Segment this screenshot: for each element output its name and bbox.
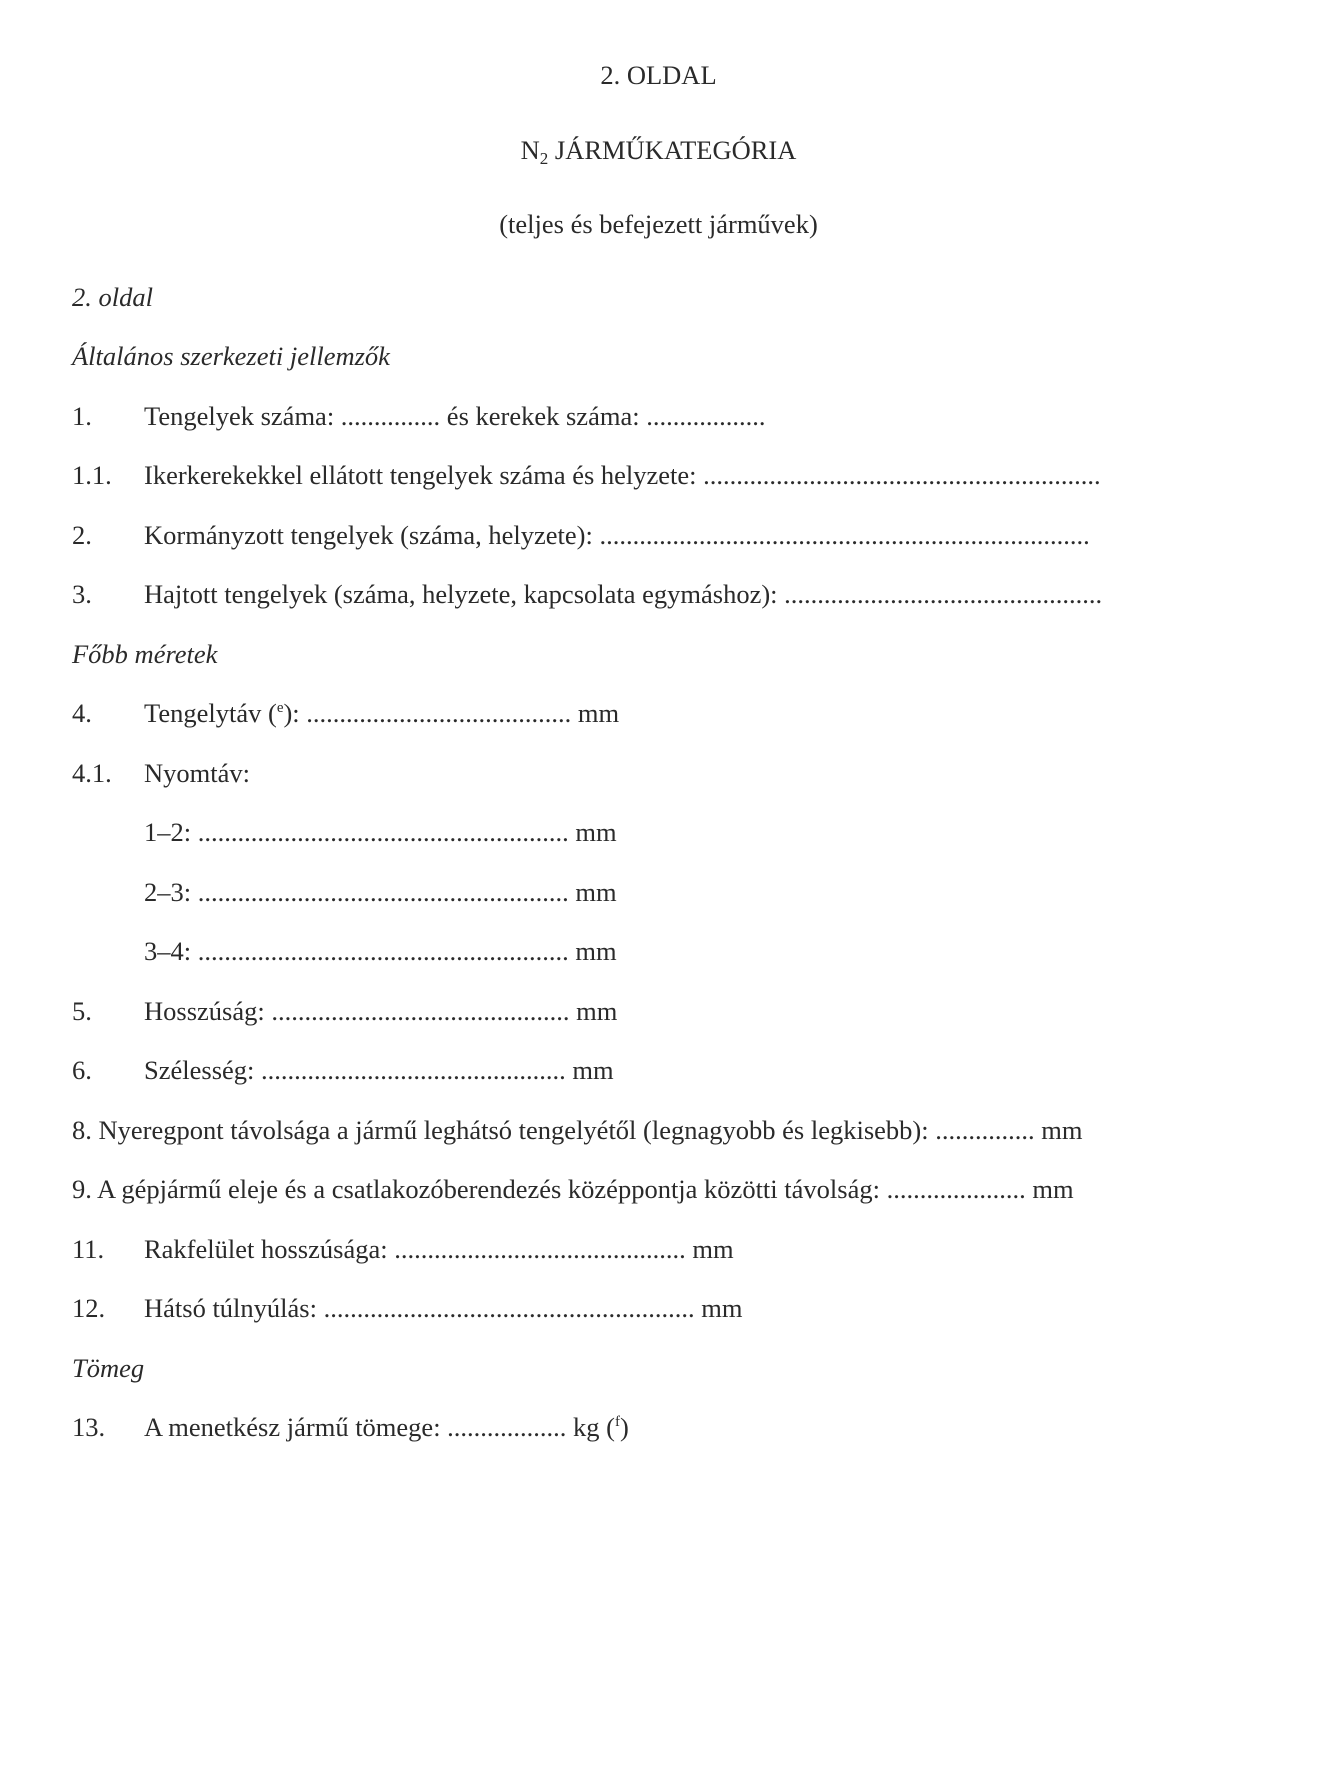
- item-number: 12.: [72, 1293, 106, 1323]
- mass-label: A menetkész jármű tömege: .................. kg (: [144, 1412, 616, 1442]
- item-wheelbase: [144, 700, 619, 727]
- section-dimensions-heading: Főbb méretek: [72, 639, 218, 669]
- item-number: 11.: [72, 1234, 105, 1264]
- item-width: Szélesség: .............................................. mm: [144, 1055, 614, 1085]
- vehicle-category-title: [0, 135, 1317, 168]
- section-mass-heading: Tömeg: [72, 1353, 145, 1383]
- page-label: 2. OLDAL: [600, 60, 717, 90]
- item-number: 3.: [72, 579, 92, 609]
- item-rear-overhang: Hátsó túlnyúlás: ........................................................ mm: [144, 1293, 743, 1323]
- section-general-heading: Általános szerkezeti jellemzők: [72, 341, 390, 371]
- item-axles-wheels: Tengelyek száma: ............... és kerekek száma: ..................: [144, 401, 766, 431]
- item-mass-in-running-order: [144, 1414, 629, 1441]
- item-coupling-distance: 9. A gépjármű eleje és a csatlakozóberendezés középpontja közötti távolság: ..................... mm: [72, 1174, 1074, 1204]
- item-track-width: Nyomtáv:: [144, 758, 250, 788]
- item-loading-area-length: Rakfelület hosszúsága: ............................................ mm: [144, 1234, 734, 1264]
- item-steered-axles: Kormányzott tengelyek (száma, helyzete): ..........................................................................: [144, 520, 1090, 550]
- item-twin-wheel-axles: Ikerkerekekkel ellátott tengelyek száma és helyzete: ............................................................: [144, 460, 1101, 490]
- item-number: 6.: [72, 1055, 92, 1085]
- item-powered-axles: Hajtott tengelyek (száma, helyzete, kapcsolata egymáshoz): ................................................: [144, 579, 1103, 609]
- mass-close-paren: ): [620, 1412, 629, 1442]
- item-number: 4.1.: [72, 758, 112, 788]
- item-number: 1.1.: [72, 460, 112, 490]
- item-number: 13.: [72, 1412, 106, 1442]
- item-fifth-wheel-distance: 8. Nyeregpont távolsága a jármű leghátsó tengelyétől (legnagyobb és legkisebb): ............... mm: [72, 1115, 1083, 1145]
- section-page-heading: 2. oldal: [72, 282, 153, 312]
- item-length: Hosszúság: ............................................. mm: [144, 996, 618, 1026]
- document-subtitle: (teljes és befejezett járművek): [499, 209, 818, 239]
- footnote-ref-e: e: [276, 700, 284, 716]
- item-number: 4.: [72, 698, 92, 728]
- item-number: 1.: [72, 401, 92, 431]
- category-rest: JÁRMŰKATEGÓRIA: [548, 135, 797, 165]
- category-subscript: 2: [539, 149, 549, 168]
- item-number: 5.: [72, 996, 92, 1026]
- item-number: 2.: [72, 520, 92, 550]
- track-width-3-4: 3–4: ........................................................ mm: [144, 936, 617, 966]
- category-prefix: N: [520, 135, 540, 165]
- footnote-ref-f: f: [615, 1414, 621, 1430]
- wheelbase-field: ): ........................................ mm: [283, 698, 620, 728]
- wheelbase-label: Tengelytáv (: [144, 698, 277, 728]
- track-width-2-3: 2–3: ........................................................ mm: [144, 877, 617, 907]
- track-width-1-2: 1–2: ........................................................ mm: [144, 817, 617, 847]
